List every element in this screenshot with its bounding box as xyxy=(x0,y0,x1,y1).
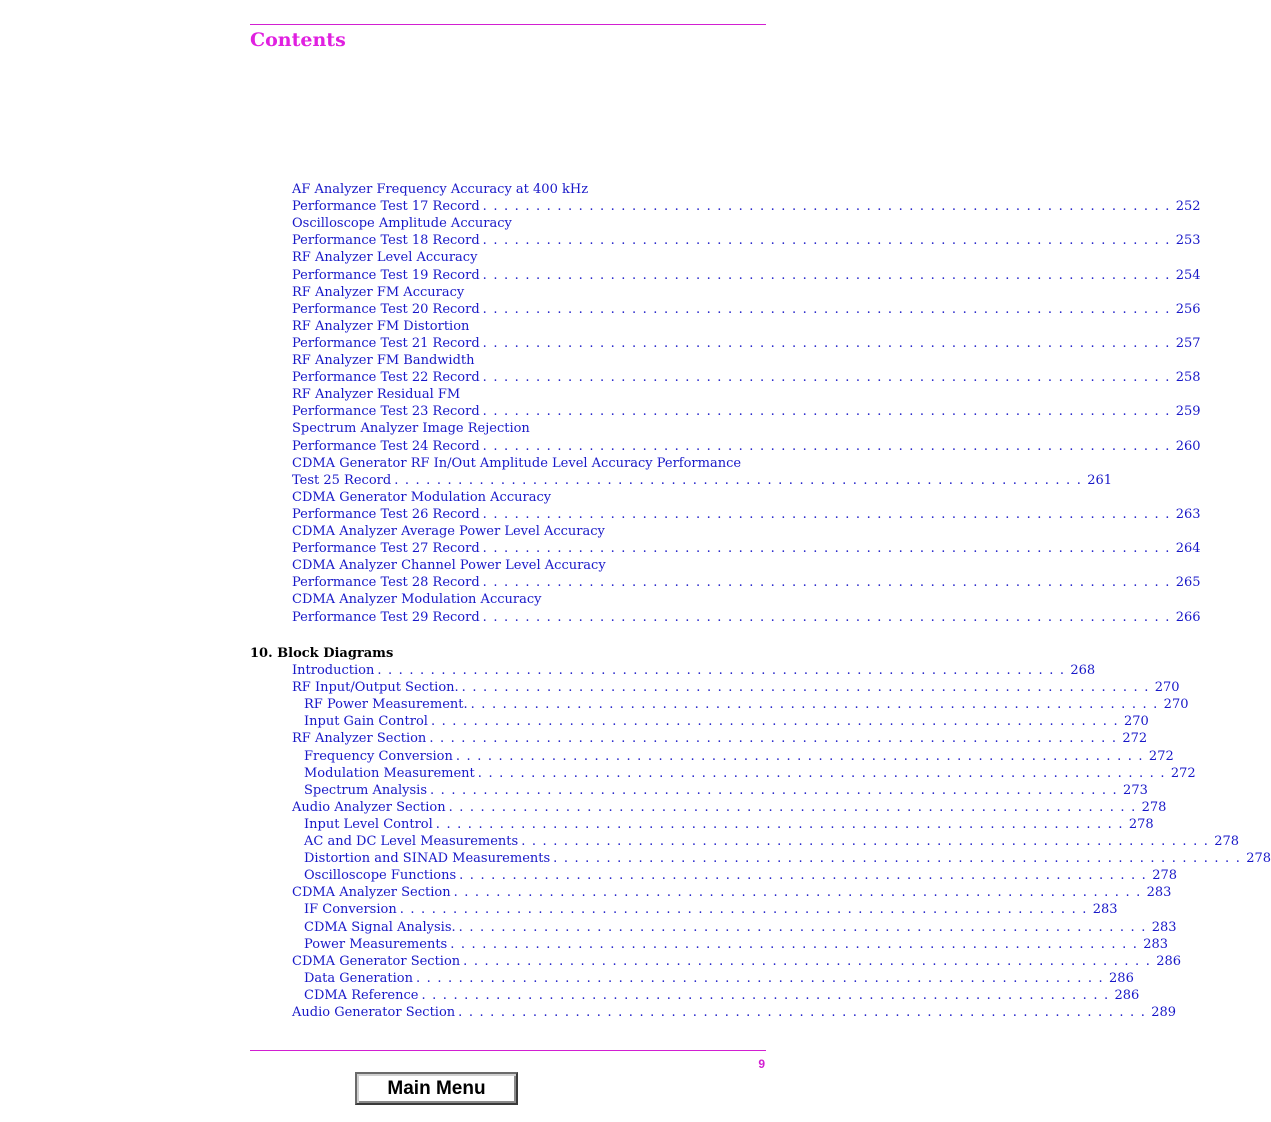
toc-entry-title: CDMA Signal Analysis. xyxy=(304,919,456,935)
toc-entry-title: Performance Test 17 Record xyxy=(292,199,480,215)
toc-entry[interactable] xyxy=(292,679,1180,696)
toc-entry-page: 286 xyxy=(1156,953,1182,969)
toc-entry-page: 259 xyxy=(1175,404,1201,420)
toc-entry[interactable] xyxy=(292,403,1201,420)
toc-entry[interactable] xyxy=(304,713,1149,730)
toc-entry-page: 286 xyxy=(1114,987,1140,1003)
dot-leader: . . . . . . . . . . . . . . . . . . . . . . . . . . . . . . . . . . . . . . . . . . . . . . . . . . . . . . . . . . . . . . . . . xyxy=(553,851,1242,867)
dot-leader: . . . . . . . . . . . . . . . . . . . . . . . . . . . . . . . . . . . . . . . . . . . . . . . . . . . . . . . . . . . . . . . . . xyxy=(429,731,1118,747)
toc-entry-title: RF Input/Output Section. xyxy=(292,680,459,696)
toc-entry-title: Performance Test 23 Record xyxy=(292,404,480,420)
toc-entry[interactable] xyxy=(304,850,1271,867)
toc-entry-page: 278 xyxy=(1141,799,1167,815)
dot-leader: . . . . . . . . . . . . . . . . . . . . . . . . . . . . . . . . . . . . . . . . . . . . . . . . . . . . . . . . . . . . . . . . . xyxy=(482,575,1171,591)
bottom-rule xyxy=(250,1050,766,1051)
toc-entry-page: 264 xyxy=(1175,541,1201,557)
dot-leader: . . . . . . . . . . . . . . . . . . . . . . . . . . . . . . . . . . . . . . . . . . . . . . . . . . . . . . . . . . . . . . . . . xyxy=(482,267,1171,283)
toc-entry[interactable] xyxy=(292,472,1113,489)
toc-entry-page: 257 xyxy=(1175,335,1201,351)
toc-entry-page: 270 xyxy=(1123,714,1149,730)
dot-leader: . . . . . . . . . . . . . . . . . . . . . . . . . . . . . . . . . . . . . . . . . . . . . . . . . . . . . . . . . . . . . . . . . xyxy=(448,799,1137,815)
toc-entry-title: Performance Test 20 Record xyxy=(292,301,480,317)
toc-entry-page: 266 xyxy=(1175,609,1201,625)
dot-leader: . . . . . . . . . . . . . . . . . . . . . . . . . . . . . . . . . . . . . . . . . . . . . . . . . . . . . . . . . . . . . . . . . xyxy=(394,472,1083,488)
toc-entry-page: 252 xyxy=(1175,199,1201,215)
toc-entry-page: 283 xyxy=(1143,936,1169,952)
toc-entry-title: CDMA Generator RF In/Out Amplitude Level Accuracy Performance xyxy=(292,455,742,471)
toc-entry[interactable] xyxy=(304,833,1240,850)
toc-entry[interactable] xyxy=(292,506,1201,523)
toc-entry-page: 261 xyxy=(1087,472,1113,488)
dot-leader: . . . . . . . . . . . . . . . . . . . . . . . . . . . . . . . . . . . . . . . . . . . . . . . . . . . . . . . . . . . . . . . . . xyxy=(482,438,1171,454)
toc-entry-title: CDMA Analyzer Average Power Level Accuracy xyxy=(292,524,605,539)
toc-entry-page: 253 xyxy=(1175,233,1201,249)
toc-entry[interactable] xyxy=(304,867,1178,884)
toc-entry[interactable] xyxy=(292,557,760,574)
toc-entry[interactable] xyxy=(304,748,1174,765)
toc-entry[interactable] xyxy=(292,267,1201,284)
toc-entry[interactable] xyxy=(304,970,1134,987)
toc-entry[interactable] xyxy=(292,438,1201,455)
toc-entry-title: Spectrum Analyzer Image Rejection xyxy=(292,421,530,437)
toc-entry-title: Performance Test 28 Record xyxy=(292,575,480,591)
toc-entry-title: RF Analyzer Level Accuracy xyxy=(292,250,478,266)
toc-entry-title: RF Analyzer Section xyxy=(292,731,427,747)
toc-entry-title: CDMA Analyzer Section xyxy=(292,885,451,901)
toc-entry-title: Introduction xyxy=(292,663,375,678)
toc-entry[interactable] xyxy=(304,765,1196,782)
toc-entry[interactable] xyxy=(304,782,1148,799)
dot-leader: . . . . . . . . . . . . . . . . . . . . . . . . . . . . . . . . . . . . . . . . . . . . . . . . . . . . . . . . . . . . . . . . . xyxy=(421,987,1110,1003)
toc-entry-page: 272 xyxy=(1122,731,1148,747)
dot-leader: . . . . . . . . . . . . . . . . . . . . . . . . . . . . . . . . . . . . . . . . . . . . . . . . . . . . . . . . . . . . . . . . . xyxy=(482,199,1171,215)
toc-entry-page: 272 xyxy=(1170,765,1196,781)
toc-entry-title: Test 25 Record xyxy=(292,472,392,488)
dot-leader: . . . . . . . . . . . . . . . . . . . . . . . . . . . . . . . . . . . . . . . . . . . . . . . . . . . . . . . . . . . . . . . . . xyxy=(482,404,1171,420)
toc-entry-page: 283 xyxy=(1151,919,1177,935)
toc-entry-page: 283 xyxy=(1092,902,1118,918)
toc-entry-title: Performance Test 29 Record xyxy=(292,609,480,625)
toc-entry[interactable] xyxy=(292,181,760,198)
toc-entry[interactable] xyxy=(304,901,1118,918)
toc-entry-title: CDMA Generator Section xyxy=(292,953,461,969)
toc-entry[interactable] xyxy=(292,198,1201,215)
toc-entry[interactable] xyxy=(292,249,760,266)
toc-entry[interactable] xyxy=(304,696,1189,713)
dot-leader: . . . . . . . . . . . . . . . . . . . . . . . . . . . . . . . . . . . . . . . . . . . . . . . . . . . . . . . . . . . . . . . . . xyxy=(377,663,1066,678)
dot-leader: . . . . . . . . . . . . . . . . . . . . . . . . . . . . . . . . . . . . . . . . . . . . . . . . . . . . . . . . . . . . . . . . . xyxy=(477,765,1166,781)
top-rule xyxy=(250,24,766,25)
toc-entry-page: 265 xyxy=(1175,575,1201,591)
toc-entry[interactable] xyxy=(304,919,1177,936)
toc-entry-title: CDMA Reference xyxy=(304,987,419,1003)
dot-leader: . . . . . . . . . . . . . . . . . . . . . . . . . . . . . . . . . . . . . . . . . . . . . . . . . . . . . . . . . . . . . . . . . xyxy=(482,506,1171,522)
toc-entry[interactable] xyxy=(292,540,1201,557)
toc-entry[interactable] xyxy=(304,936,1169,953)
toc-entry-title: Data Generation xyxy=(304,970,413,986)
toc-entry-title: AF Analyzer Frequency Accuracy at 400 kHz xyxy=(292,182,589,197)
toc-entry[interactable] xyxy=(292,232,1201,249)
toc-entry[interactable] xyxy=(292,455,760,472)
toc-entry-title: Audio Analyzer Section xyxy=(292,799,446,815)
toc-entry-title: RF Analyzer FM Distortion xyxy=(292,318,470,334)
dot-leader: . . . . . . . . . . . . . . . . . . . . . . . . . . . . . . . . . . . . . . . . . . . . . . . . . . . . . . . . . . . . . . . . . xyxy=(458,919,1147,935)
dot-leader: . . . . . . . . . . . . . . . . . . . . . . . . . . . . . . . . . . . . . . . . . . . . . . . . . . . . . . . . . . . . . . . . . xyxy=(430,714,1119,730)
toc-entry[interactable] xyxy=(292,884,1172,901)
toc-entry-page: 260 xyxy=(1175,438,1201,454)
toc-entry[interactable] xyxy=(292,1004,1177,1021)
dot-leader: . . . . . . . . . . . . . . . . . . . . . . . . . . . . . . . . . . . . . . . . . . . . . . . . . . . . . . . . . . . . . . . . . xyxy=(435,816,1124,832)
toc-entry[interactable] xyxy=(292,386,760,403)
toc-entry-title: AC and DC Level Measurements xyxy=(304,834,519,849)
toc-entry-title: Performance Test 19 Record xyxy=(292,267,480,283)
dot-leader: . . . . . . . . . . . . . . . . . . . . . . . . . . . . . . . . . . . . . . . . . . . . . . . . . . . . . . . . . . . . . . . . . xyxy=(470,697,1159,713)
dot-leader: . . . . . . . . . . . . . . . . . . . . . . . . . . . . . . . . . . . . . . . . . . . . . . . . . . . . . . . . . . . . . . . . . xyxy=(482,541,1171,557)
toc-entry-title: Performance Test 26 Record xyxy=(292,506,480,522)
toc-entry[interactable] xyxy=(292,489,760,506)
toc-entry-title: Performance Test 27 Record xyxy=(292,541,480,557)
dot-leader: . . . . . . . . . . . . . . . . . . . . . . . . . . . . . . . . . . . . . . . . . . . . . . . . . . . . . . . . . . . . . . . . . xyxy=(461,680,1150,696)
dot-leader: . . . . . . . . . . . . . . . . . . . . . . . . . . . . . . . . . . . . . . . . . . . . . . . . . . . . . . . . . . . . . . . . . xyxy=(455,748,1144,764)
toc-entry[interactable] xyxy=(292,352,760,369)
dot-leader: . . . . . . . . . . . . . . . . . . . . . . . . . . . . . . . . . . . . . . . . . . . . . . . . . . . . . . . . . . . . . . . . . xyxy=(482,370,1171,386)
toc-entry-title: RF Analyzer Residual FM xyxy=(292,387,461,403)
toc-entry[interactable] xyxy=(304,816,1154,833)
toc-entry-page: 270 xyxy=(1163,697,1189,713)
dot-leader: . . . . . . . . . . . . . . . . . . . . . . . . . . . . . . . . . . . . . . . . . . . . . . . . . . . . . . . . . . . . . . . . . xyxy=(399,902,1088,918)
toc-entry[interactable] xyxy=(292,609,1201,626)
toc-entry[interactable] xyxy=(292,574,1201,591)
dot-leader: . . . . . . . . . . . . . . . . . . . . . . . . . . . . . . . . . . . . . . . . . . . . . . . . . . . . . . . . . . . . . . . . . xyxy=(430,782,1118,798)
toc-entry-page: 254 xyxy=(1175,267,1201,283)
dot-leader: . . . . . . . . . . . . . . . . . . . . . . . . . . . . . . . . . . . . . . . . . . . . . . . . . . . . . . . . . . . . . . . . . xyxy=(450,936,1139,952)
dot-leader: . . . . . . . . . . . . . . . . . . . . . . . . . . . . . . . . . . . . . . . . . . . . . . . . . . . . . . . . . . . . . . . . . xyxy=(521,834,1210,849)
toc-entry[interactable] xyxy=(292,662,1096,679)
dot-leader: . . . . . . . . . . . . . . . . . . . . . . . . . . . . . . . . . . . . . . . . . . . . . . . . . . . . . . . . . . . . . . . . . xyxy=(463,953,1152,969)
toc-entry[interactable] xyxy=(292,523,760,540)
toc-entry-title: Performance Test 24 Record xyxy=(292,438,480,454)
toc-entry-title: Oscilloscope Amplitude Accuracy xyxy=(292,216,512,232)
toc-entry-title: CDMA Analyzer Channel Power Level Accuracy xyxy=(292,558,606,574)
dot-leader: . . . . . . . . . . . . . . . . . . . . . . . . . . . . . . . . . . . . . . . . . . . . . . . . . . . . . . . . . . . . . . . . . xyxy=(482,609,1171,625)
toc-entry-title: Performance Test 22 Record xyxy=(292,370,480,386)
dot-leader: . . . . . . . . . . . . . . . . . . . . . . . . . . . . . . . . . . . . . . . . . . . . . . . . . . . . . . . . . . . . . . . . . xyxy=(458,1005,1147,1020)
toc-entry-title: Modulation Measurement xyxy=(304,765,475,781)
page-number: 9 xyxy=(758,1057,765,1071)
toc-entry-title: RF Power Measurement. xyxy=(304,697,468,713)
toc-entry[interactable] xyxy=(292,799,1167,816)
toc-entry-title: RF Analyzer FM Bandwidth xyxy=(292,353,475,368)
toc-entry-page: 286 xyxy=(1109,970,1134,986)
dot-leader: . . . . . . . . . . . . . . . . . . . . . . . . . . . . . . . . . . . . . . . . . . . . . . . . . . . . . . . . . . . . . . . . . xyxy=(415,970,1104,986)
dot-leader: . . . . . . . . . . . . . . . . . . . . . . . . . . . . . . . . . . . . . . . . . . . . . . . . . . . . . . . . . . . . . . . . . xyxy=(453,885,1142,901)
toc-entry[interactable] xyxy=(292,284,760,301)
toc-entry[interactable] xyxy=(292,318,760,335)
toc-entry-page: 272 xyxy=(1148,748,1174,764)
toc-entry[interactable] xyxy=(292,301,1201,318)
toc-entry-title: Audio Generator Section xyxy=(292,1005,456,1020)
chapter-heading: 10. Block Diagrams xyxy=(250,646,394,661)
toc-entry-page: 263 xyxy=(1175,506,1201,522)
toc-entry-title: Performance Test 21 Record xyxy=(292,335,480,351)
toc-entry-title: IF Conversion xyxy=(304,902,397,918)
toc-entry-title: RF Analyzer FM Accuracy xyxy=(292,284,465,300)
toc-entry-title: Power Measurements xyxy=(304,936,448,952)
toc-entry-page: 283 xyxy=(1146,885,1172,901)
page-title: Contents xyxy=(250,29,346,51)
toc-entry-title: CDMA Generator Modulation Accuracy xyxy=(292,489,552,505)
toc-entry[interactable] xyxy=(292,369,1201,386)
toc-entry-title: CDMA Analyzer Modulation Accuracy xyxy=(292,592,542,608)
toc-entry-page: 278 xyxy=(1152,868,1178,884)
dot-leader: . . . . . . . . . . . . . . . . . . . . . . . . . . . . . . . . . . . . . . . . . . . . . . . . . . . . . . . . . . . . . . . . . xyxy=(482,233,1171,249)
main-menu-button[interactable]: Main Menu xyxy=(355,1072,518,1105)
toc-entry-page: 289 xyxy=(1151,1005,1177,1020)
toc-entry-title: Input Gain Control xyxy=(304,714,428,730)
toc-entry-title: Distortion and SINAD Measurements xyxy=(304,851,551,867)
toc-entry-title: Performance Test 18 Record xyxy=(292,233,480,249)
toc-entry-page: 258 xyxy=(1175,370,1201,386)
toc-entry-page: 268 xyxy=(1070,663,1096,678)
toc-entry[interactable] xyxy=(304,987,1140,1004)
toc-entry-page: 270 xyxy=(1154,680,1180,696)
toc-entry-title: Input Level Control xyxy=(304,816,433,832)
toc-entry[interactable] xyxy=(292,215,760,232)
dot-leader: . . . . . . . . . . . . . . . . . . . . . . . . . . . . . . . . . . . . . . . . . . . . . . . . . . . . . . . . . . . . . . . . . xyxy=(482,301,1171,317)
toc-entry-title: Frequency Conversion xyxy=(304,748,453,764)
toc-entry[interactable] xyxy=(292,591,760,608)
toc-entry-page: 278 xyxy=(1246,851,1271,867)
toc-entry[interactable] xyxy=(292,953,1182,970)
toc-entry-title: Spectrum Analysis xyxy=(304,782,427,798)
dot-leader: . . . . . . . . . . . . . . . . . . . . . . . . . . . . . . . . . . . . . . . . . . . . . . . . . . . . . . . . . . . . . . . . . xyxy=(482,335,1171,351)
toc-entry-title: Oscilloscope Functions xyxy=(304,868,457,884)
toc-entry[interactable] xyxy=(292,335,1201,352)
toc-entry[interactable] xyxy=(292,420,760,437)
toc-entry-page: 256 xyxy=(1175,301,1201,317)
dot-leader: . . . . . . . . . . . . . . . . . . . . . . . . . . . . . . . . . . . . . . . . . . . . . . . . . . . . . . . . . . . . . . . . . xyxy=(459,868,1148,884)
toc-entry-page: 278 xyxy=(1214,834,1240,849)
toc-entry-page: 273 xyxy=(1123,782,1148,798)
toc-entry[interactable] xyxy=(292,730,1148,747)
toc-entry-page: 278 xyxy=(1128,816,1154,832)
